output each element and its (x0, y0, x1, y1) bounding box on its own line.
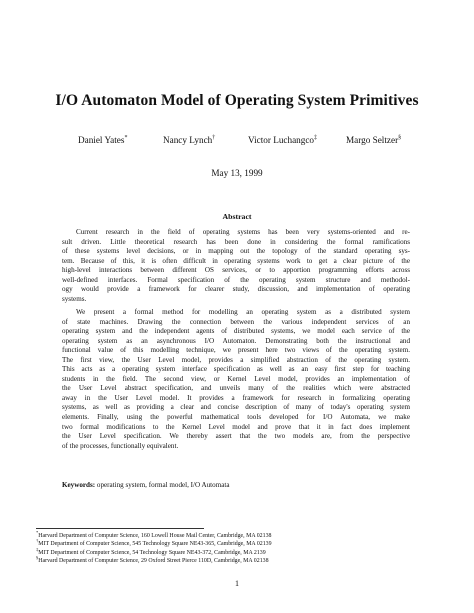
keywords (62, 481, 410, 489)
abstract-line: elements. Finally, using the powerful mathematical tools developed for I/O Automata, we make (62, 413, 410, 422)
paper-title: I/O Automaton Model of Operating System Primitives (55, 92, 419, 109)
abstract-line: two formal modifications to the Kernel Level model and prove that it in fact does implement (62, 422, 410, 431)
abstract-line: Current research in the field of operating systems has been very systems-oriented and re- (76, 228, 410, 236)
abstract-line: operating system and the independent agents of distributed systems, we model each service of the (62, 327, 410, 336)
footnote-1 (36, 532, 446, 540)
abstract-line: well-defined interfaces. Formal specification of the operating system structure and methodol- (62, 275, 410, 284)
author-4 (346, 135, 401, 145)
author-name: Daniel Yates (78, 135, 125, 145)
footnote-3 (36, 546, 446, 557)
abstract-line: of these systems level decisions, or in mapping out the topology of the standard operating sys- (62, 247, 410, 256)
footnote-text: Harvard Department of Computer Science, 160 Lowell House Mail Center, Cambridge, MA 02138 (38, 533, 272, 539)
affiliation-mark: § (398, 134, 402, 141)
abstract-line: the User Level abstract specification, and unveils many of the realities which were abstracted (62, 384, 410, 393)
abstract-line: We present a formal method for modelling an operating system as a distributed system (76, 308, 410, 316)
footnote-text: MIT Department of Computer Science, 54 Technology Square NE43-372, Cambridge, MA 2139 (38, 549, 266, 556)
author-name: Margo Seltzer (346, 135, 399, 145)
footnote-2 (36, 540, 446, 548)
abstract-line: the User Level specification. We thereby assert that the two models are, from the perspective (62, 432, 410, 441)
abstract-line: sult driven. Little theoretical research has been done in considering the formal ramifications (62, 237, 410, 246)
abstract-line: away in the User Level model. It provides a framework for research in formalizing operating (62, 393, 410, 402)
abstract-line: functional value of this modelling technique, we present here two views of the operating system. (62, 346, 410, 355)
paper-date: May 13, 1999 (211, 168, 263, 178)
abstract-line: The first view, the User Level model, provides a simplified abstraction of the operating system. (62, 355, 410, 364)
abstract-line: students in the field. The second view, or Kernel Level model, provides an implementation of (62, 374, 410, 383)
author-name: Nancy Lynch (163, 135, 213, 145)
author-2 (163, 135, 215, 145)
footnote-mark: ‡ (36, 546, 39, 552)
affiliation-mark: * (124, 134, 128, 141)
footnote-text: Harvard Department of Computer Science, 29 Oxford Street Pierce 110D, Cambridge, MA 02138 (38, 557, 269, 564)
footnote-mark: * (36, 530, 39, 536)
abstract-line: systems. (62, 294, 87, 303)
abstract-paragraph-2 (62, 308, 410, 451)
abstract-line: This acts as a operating system interface specification as well as an easy first step for teaching (62, 365, 410, 374)
abstract-line: tem. Because of this, it is often difficult in operating systems work to get a clear picture of the (62, 256, 410, 265)
footnote-mark: † (36, 538, 39, 544)
footnotes (36, 532, 446, 565)
footnote-divider (36, 528, 204, 529)
abstract-line: ogy would provide a framework for clearer study, discussion, and implementation of operating (62, 285, 410, 294)
abstract-paragraph-1 (62, 228, 410, 304)
page-number: 1 (235, 579, 239, 588)
footnote-4 (36, 554, 446, 565)
abstract-line: operating system as an asynchronous I/O Automaton. Demonstrating both the instructional and (62, 336, 410, 345)
affiliation-mark: ‡ (314, 134, 318, 141)
abstract-line: high-level interactions between different OS services, or to apportion programming efforts across (62, 266, 410, 275)
author-1 (78, 135, 127, 145)
abstract-line: of state machines. Drawing the connection between the various independent services of an (62, 317, 410, 326)
footnote-text: MIT Department of Computer Science, 545 Technology Square NE43-365, Cambridge, MA 02139 (38, 541, 272, 548)
keywords-text: operating system, formal model, I/O Automata (96, 481, 230, 489)
keywords-label: Keywords: (62, 481, 96, 489)
author-name: Victor Luchangco (248, 135, 315, 145)
author-3 (248, 135, 317, 145)
footnote-mark: § (36, 554, 39, 560)
abstract-heading: Abstract (222, 212, 252, 221)
abstract-line: systems, as well as providing a clear and concise description of many of today's operating system (62, 403, 410, 412)
affiliation-mark: † (212, 134, 216, 141)
abstract-line: of the processes, functionally equivalent. (62, 441, 179, 450)
